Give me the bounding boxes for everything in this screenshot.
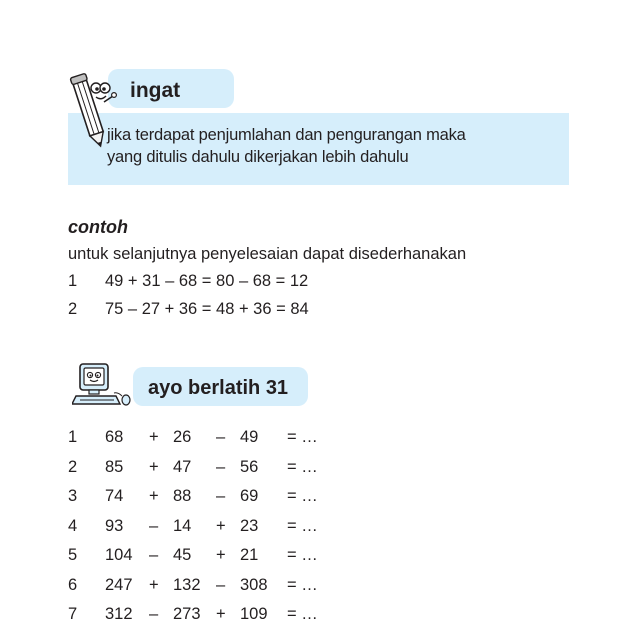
operand: 14 <box>173 516 192 535</box>
example-number: 2 <box>68 300 78 318</box>
answer-blank: = … <box>287 605 318 623</box>
operand: 132 <box>173 575 201 594</box>
ingat-line: yang ditulis dahulu dikerjakan lebih dahulu <box>107 148 409 166</box>
exercise-row <box>68 483 368 509</box>
operand: 85 <box>105 457 124 476</box>
operator: + <box>149 487 159 505</box>
answer-blank: = … <box>287 487 318 505</box>
operator: – <box>216 428 226 446</box>
exercise-row <box>68 572 368 598</box>
operand: 74 <box>105 487 124 505</box>
operator: + <box>216 516 226 535</box>
operand: 47 <box>173 457 192 476</box>
operand: 45 <box>173 546 192 564</box>
exercise-number: 3 <box>68 487 78 505</box>
operator: – <box>149 605 159 623</box>
exercise-number: 4 <box>68 516 78 535</box>
exercise-row <box>68 454 368 480</box>
operand: 93 <box>105 516 124 535</box>
answer-blank: = … <box>287 428 318 446</box>
ingat-note <box>107 124 466 168</box>
operator: + <box>149 575 159 594</box>
operator: – <box>216 457 226 476</box>
operand: 308 <box>240 575 268 594</box>
operand: 68 <box>105 428 124 446</box>
ingat-title: ingat <box>130 79 181 102</box>
example-text: 75 – 27 + 36 = 48 + 36 = 84 <box>105 300 309 318</box>
example-number: 1 <box>68 272 78 290</box>
exercise-row <box>68 424 368 450</box>
operand: 69 <box>240 487 259 505</box>
operand: 109 <box>240 605 268 623</box>
operand: 21 <box>240 546 259 564</box>
operand: 56 <box>240 457 259 476</box>
latihan-title: ayo berlatih 31 <box>148 377 289 399</box>
operand: 247 <box>105 575 133 594</box>
ingat-line: jika terdapat penjumlahan dan pengurangan maka <box>107 126 466 144</box>
exercise-number: 7 <box>68 605 78 623</box>
operator: + <box>149 457 159 476</box>
operator: – <box>149 516 159 535</box>
operator: + <box>216 605 226 623</box>
contoh-heading: contoh <box>68 217 128 237</box>
operand: 104 <box>105 546 133 564</box>
operand: 26 <box>173 428 192 446</box>
operator: – <box>216 487 226 505</box>
exercise-number: 1 <box>68 428 78 446</box>
answer-blank: = … <box>287 516 318 535</box>
operator: – <box>216 575 226 594</box>
exercise-row <box>68 601 368 627</box>
contoh-intro: untuk selanjutnya penyelesaian dapat disederhanakan <box>68 245 467 263</box>
exercise-number: 2 <box>68 457 78 476</box>
operand: 312 <box>105 605 133 623</box>
exercise-number: 5 <box>68 546 78 564</box>
answer-blank: = … <box>287 575 318 594</box>
answer-blank: = … <box>287 546 318 564</box>
exercise-row <box>68 542 368 568</box>
operand: 273 <box>173 605 201 623</box>
operand: 23 <box>240 516 259 535</box>
operand: 49 <box>240 428 259 446</box>
operator: – <box>149 546 159 564</box>
operator: + <box>149 428 159 446</box>
exercise-number: 6 <box>68 575 78 594</box>
answer-blank: = … <box>287 457 318 476</box>
example-text: 49 + 31 – 68 = 80 – 68 = 12 <box>105 272 309 290</box>
exercise-row <box>68 513 368 539</box>
operand: 88 <box>173 487 192 505</box>
operator: + <box>216 546 226 564</box>
computer-mascot-icon <box>72 362 132 410</box>
